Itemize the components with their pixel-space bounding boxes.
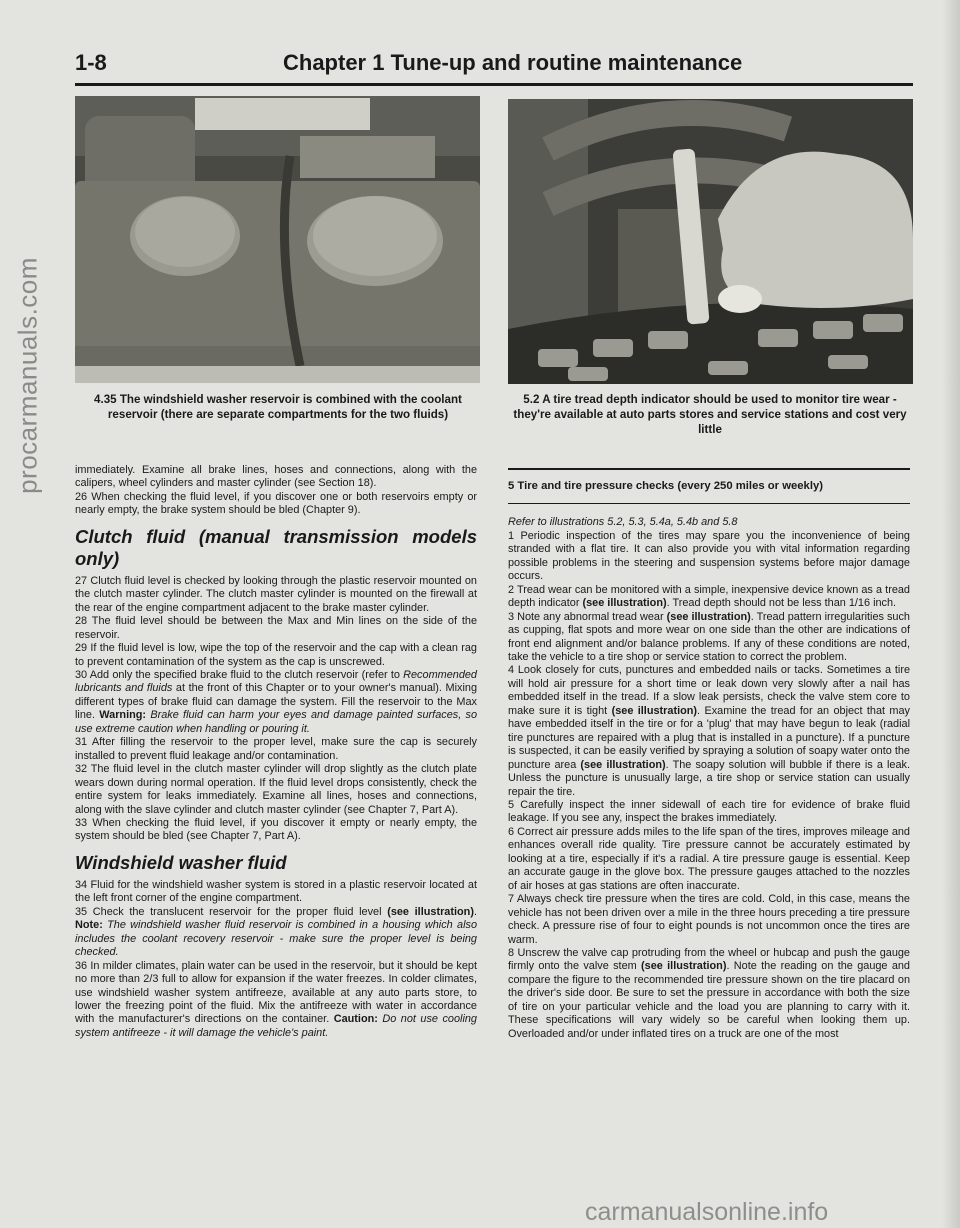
paragraph-28: 28 The fluid level should be between the Max and Min lines on the side of the reservoir. — [75, 615, 477, 641]
heading-clutch-fluid: Clutch fluid (manual transmission models only) — [75, 525, 477, 569]
paragraph-31: 31 After filling the reservoir to the proper level, make sure the cap is securely installed to prevent fluid leakage and/or contamination. — [75, 736, 477, 762]
paragraph-1: 1 Periodic inspection of the tires may spare you the inconvenience of being stranded with a flat tire. It can also provide you with vital information regarding possible problems in the steering and suspension systems before major damage occurs. — [508, 529, 910, 583]
paragraph-4: 4 Look closely for cuts, punctures and embedded nails or tacks. Sometimes a tire will hold air pressure for a short time or leak down very slowly after a nail has embedded itself in the tread. If a slow leak persists, check the valve stem core to make sure it is tight (see illustration). Examine the tread for an object that may have embedded itself in the tire or for a 'plug' that may have begun to leak (radial tire punctures are repaired with a plug that is installed in a puncture). If a puncture is suspected, it can be easily verified by spraying a solution of soapy water onto the puncture area (see illustration). The soapy solution will bubble if there is a leak. Unless the puncture is unusually large, a tire shop or service station can usually repair the tire. — [508, 664, 911, 798]
section-rule-top — [508, 468, 910, 470]
paragraph-34: 34 Fluid for the windshield washer system is stored in a plastic reservoir located at the left front corner of the engine compartment. — [75, 878, 477, 905]
paragraph-33: 33 When checking the fluid level, if you discover it empty or nearly empty, the system should be bled (see Chapter 7, Part A). — [75, 816, 477, 843]
heading-windshield-washer-fluid: Windshield washer fluid — [75, 851, 287, 873]
paragraph-32: 32 The fluid level in the clutch master cylinder will drop slightly as the clutch plate wears down during normal operation. If the fluid level drops consistently, check the entire system for leaks immediately. Examine all lines, hoses and connections, along with the slave cylinder and clutch master cylinder (see Chapter 7, Part A). — [75, 763, 477, 816]
figure-caption-5-2: 5.2 A tire tread depth indicator should be used to monitor tire wear - they're available at auto parts stores and service stations and cost very little — [513, 393, 907, 436]
figure-caption-4-35: 4.35 The windshield washer reservoir is combined with the coolant reservoir (there are separate compartments for the two fluids) — [94, 393, 462, 421]
paragraph-5: 5 Carefully inspect the inner sidewall of each tire for evidence of brake fluid leakage. If you see any, inspect the brakes immediately. — [508, 798, 910, 825]
paragraph-30: 30 Add only the specified brake fluid to the clutch reservoir (refer to Recommended lubricants and fluids at the front of this Chapter or to your owner's manual). Mixing different types of brake fluid can damage the system. Fill the reservoir to the Max line. Warning: Brake fluid can harm your eyes and damage painted surfaces, so use extreme caution when handling or pouring it. — [75, 668, 477, 735]
paragraph-35: 35 Check the translucent reservoir for the proper fluid level (see illustration). Note: The windshield washer fluid reservoir is combined in a housing which also includes the coolant recovery reservoir - make sure the proper level is being checked. — [75, 905, 477, 959]
photo-tread-depth-gauge — [508, 99, 913, 384]
paragraph-6: 6 Correct air pressure adds miles to the life span of the tires, improves mileage and enhances overall ride quality. Tire pressure cannot be accurately estimated by looking at a tire, especially if it's a radial. A tire pressure gauge is essential. Keep an accurate gauge in the glove box. The pressure gauges attached to the nozzles of air hoses at gas stations are often inaccurate. — [508, 825, 910, 892]
paragraph-36: 36 In milder climates, plain water can be used in the reservoir, but it should be kept no more than 2/3 full to allow for expansion if the water freezes. In colder climates, use windshield washer system antifreeze, available at any auto parts store, to lower the freezing point of the fluid. Mix the antifreeze with water in accordance with the manufacturer's directions on the container. Caution: Do not use cooling system antifreeze - it will damage the vehicle's paint. — [75, 959, 477, 1039]
refer-illustrations: Refer to illustrations 5.2, 5.3, 5.4a, 5.4b and 5.8 — [508, 516, 738, 529]
watermark-bottom: carmanualsonline.info — [585, 1198, 829, 1226]
header-rule — [75, 83, 913, 86]
paragraph-27: 27 Clutch fluid level is checked by looking through the plastic reservoir mounted on the clutch master cylinder. The clutch master cylinder is mounted on the firewall at the rear of the engine compartment adjacent to the brake master cylinder. — [75, 574, 477, 614]
paragraph: immediately. Examine all brake lines, hoses and connections, along with the calipers, wheel cylinders and master cylinder (see Section 18). — [75, 464, 477, 490]
section-5-title: 5 Tire and tire pressure checks (every 250 miles or weekly) — [508, 480, 824, 492]
right-column — [508, 468, 910, 1041]
photo-washer-reservoir — [75, 96, 480, 383]
paragraph-3: 3 Note any abnormal tread wear (see illustration). Tread pattern irregularities such as cupping, flat spots and more wear on one side than the other are indications of front end alignment and/or balance problems. If any of these conditions are noted, take the vehicle to a tire shop or service station to correct the problem. — [508, 610, 910, 663]
paragraph-2: 2 Tread wear can be monitored with a simple, inexpensive device known as a tread depth indicator (see illustration). Tread depth should not be less than 1/16 inch. — [508, 583, 910, 610]
page-edge-shadow — [942, 0, 960, 1228]
left-column — [75, 464, 477, 1040]
paragraph-8: 8 Unscrew the valve cap protruding from the wheel or hubcap and push the gauge firmly onto the valve stem (see illustration). Note the reading on the gauge and compare the figure to the recommended tire pressure shown on the tire placard on the driver's side door. Be sure to set the pressure in accordance with both the size of tire on your particular vehicle and the load you are planning to carry with it. These specifications will vary widely so be careful when looking them up. Overloaded and/or under inflated tires on a truck are one of the most — [508, 946, 910, 1040]
paragraph-7: 7 Always check tire pressure when the tires are cold. Cold, in this case, means the vehicle has not been driven over a mile in the three hours preceding a tire pressure check. A pressure rise of four to eight pounds is not uncommon once the tires are warm. — [508, 893, 910, 946]
paragraph-29: 29 If the fluid level is low, wipe the top of the reservoir and the cap with a clean rag to prevent contamination of the system as the cap is unscrewed. — [75, 642, 477, 668]
page-number: 1-8 — [75, 50, 107, 75]
tread-photo-illustration — [508, 99, 913, 384]
section-rule-bottom — [508, 503, 910, 504]
paragraph-26: 26 When checking the fluid level, if you discover one or both reservoirs empty or nearly empty, the brake system should be bled (Chapter 9). — [75, 490, 477, 517]
chapter-title: Chapter 1 Tune-up and routine maintenance — [283, 50, 743, 75]
watermark-left: procarmanuals.com — [12, 257, 43, 494]
reservoir-photo-illustration — [75, 96, 480, 383]
